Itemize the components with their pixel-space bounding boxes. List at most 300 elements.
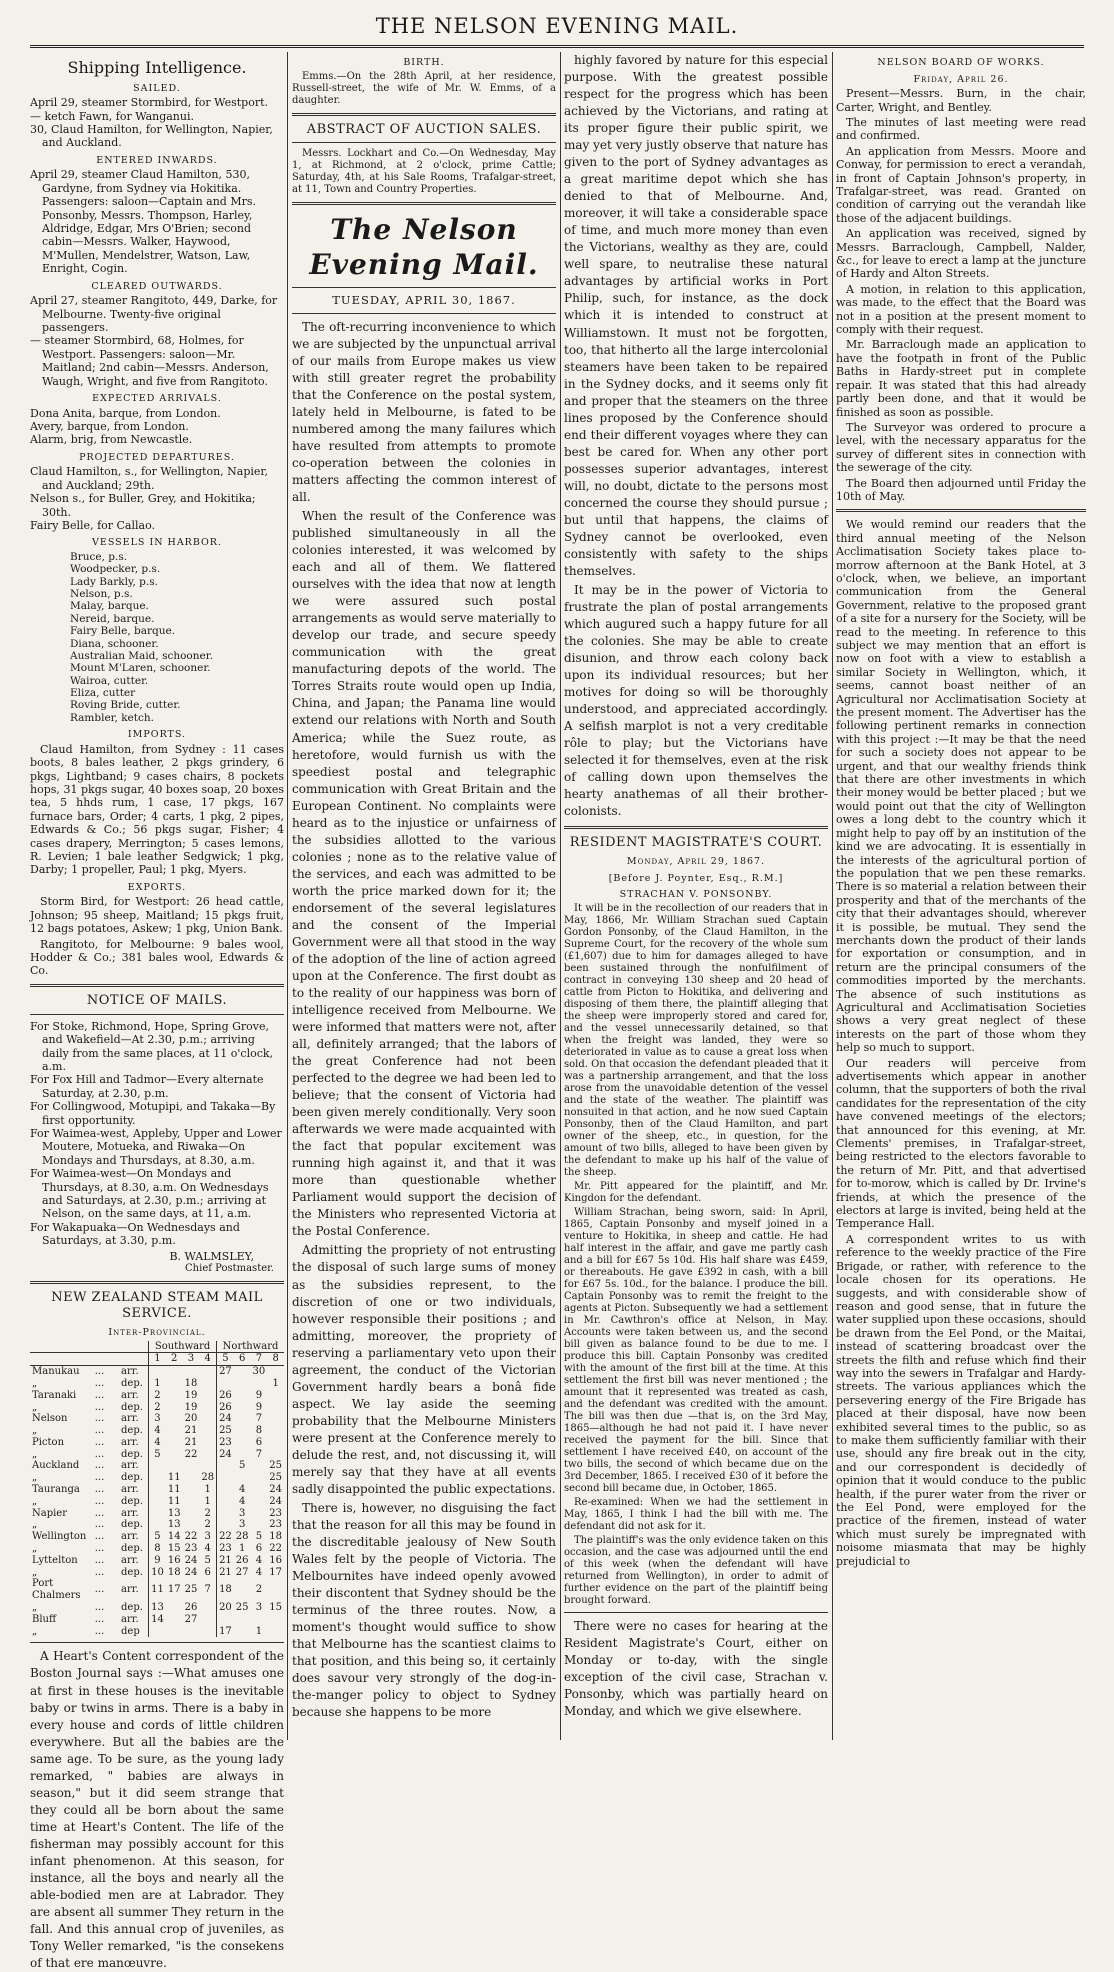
leader-dots: ... bbox=[94, 1460, 105, 1472]
mail-notice: For Stoke, Richmond, Hope, Spring Grove, and Wakefield—At 2.30, p.m.; arriving daily from the same places, at 11 o'clock, a.m. bbox=[30, 1019, 274, 1073]
column-number: 2 bbox=[166, 1353, 183, 1366]
local-note: A correspondent writes to us with reference to the weekly practice of the Fire Brigade, or rather, with reference to the locale chosen for its operations. He suggests, and with considerable show of reason and good sense, that in future the water supplied upon these occasions, should be drawn from the Eel Pond, or the Maitai, instead of scattering broadcast over the streets the filth and refuse which find their way into the sewers in Trafalgar and Hardy-streets. The various appliances which the persevering energy of the Fire Brigade has placed at their disposal, have now been exhibited several times to the public, so as to make them sufficiently familiar with their use, should any fire break out in the city, and our correspondent is decidedly of opinion that it would conduce to the public health, if the purer water from the river or the Eel Pond, were employed for the practice of the firemen, instead of water which must surely be impregnated with noisome miasmata that may be highly prejudicial to bbox=[836, 1232, 1086, 1568]
timetable-cell: 24 bbox=[184, 1554, 198, 1566]
vessel-item: Wairoa, cutter. bbox=[70, 674, 149, 687]
timetable-cell bbox=[199, 1437, 216, 1449]
timetable-cell bbox=[251, 1472, 268, 1484]
timetable-cell: 14 bbox=[167, 1531, 181, 1543]
leader-dots: ... bbox=[94, 1554, 105, 1566]
timetable-cell: 24 bbox=[269, 1495, 282, 1507]
timetable-row bbox=[30, 1425, 284, 1437]
local-notes bbox=[836, 518, 1086, 1568]
column-divider bbox=[832, 52, 833, 1740]
board-paragraph: Present—Messrs. Burn, in the chair, Carter, Wright, and Bentley. bbox=[836, 87, 1086, 114]
port-name: „ bbox=[32, 1602, 38, 1614]
arr-dep: arr. bbox=[121, 1436, 139, 1448]
timetable-cell bbox=[267, 1425, 284, 1437]
timetable-cell bbox=[199, 1390, 216, 1402]
timetable-cell: 27 bbox=[235, 1566, 249, 1578]
mail-notice: For Collingwood, Motupipi, and Takaka—By first opportunity. bbox=[30, 1100, 276, 1127]
timetable-cell: 23 bbox=[217, 1437, 234, 1449]
timetable-cell: 18 bbox=[269, 1531, 282, 1543]
timetable-cell: 21 bbox=[184, 1425, 198, 1437]
cleared-list bbox=[30, 294, 284, 388]
sailed-entry: 30, Claud Hamilton, for Wellington, Napier, and Auckland. bbox=[30, 122, 273, 150]
arr-dep: dep. bbox=[121, 1495, 143, 1507]
vessel-item: Lady Barkly, p.s. bbox=[70, 575, 158, 588]
arr-dep: arr. bbox=[121, 1584, 139, 1596]
timetable-cell bbox=[267, 1626, 284, 1638]
timetable-cell: 11 bbox=[167, 1472, 181, 1484]
timetable-cell bbox=[217, 1614, 234, 1626]
timetable-cell: 5 bbox=[149, 1449, 166, 1461]
projected-entry: Fairy Belle, for Callao. bbox=[30, 518, 156, 532]
port-name: „ bbox=[32, 1425, 38, 1437]
divider bbox=[292, 287, 556, 288]
arr-dep: dep. bbox=[121, 1401, 143, 1413]
timetable-row bbox=[30, 1413, 284, 1425]
expected-entry: Dona Anita, barque, from London. bbox=[30, 406, 221, 420]
timetable-cell: 15 bbox=[269, 1602, 282, 1614]
timetable-cell bbox=[217, 1508, 234, 1520]
timetable-cell bbox=[251, 1378, 268, 1390]
timetable-cell: 19 bbox=[184, 1389, 198, 1401]
timetable-cell bbox=[149, 1626, 166, 1638]
timetable-row bbox=[30, 1614, 284, 1626]
arr-dep: dep. bbox=[121, 1448, 143, 1460]
mail-notice: For Waimea-west—On Mondays and Thursdays, at 8.30, a.m. On Wednesdays and Saturdays, at 2.30, p.m.; arriving at Nelson, on the same days, at 11, a.m. bbox=[30, 1167, 269, 1221]
divider bbox=[836, 509, 1086, 512]
timetable-cell: 26 bbox=[217, 1390, 234, 1402]
port-name: Manukau bbox=[32, 1366, 80, 1378]
timetable-row bbox=[30, 1555, 284, 1567]
timetable-cell: 18 bbox=[217, 1578, 234, 1602]
timetable-row bbox=[30, 1602, 284, 1614]
timetable-cell bbox=[217, 1519, 234, 1531]
sailed-entry: April 29, steamer Stormbird, for Westport. bbox=[30, 96, 268, 110]
cleared-entry: April 27, steamer Rangitoto, 449, Darke, for Melbourne. Twenty-five original passengers. bbox=[30, 294, 278, 334]
timetable-cell bbox=[183, 1519, 200, 1531]
arr-dep: dep. bbox=[121, 1377, 143, 1389]
timetable-cell: 5 bbox=[255, 1531, 263, 1543]
vessel-item: Roving Bride, cutter. bbox=[70, 699, 181, 712]
port-name: „ bbox=[32, 1495, 38, 1507]
auction-title: ABSTRACT OF AUCTION SALES. bbox=[306, 121, 542, 137]
timetable-row bbox=[30, 1531, 284, 1543]
local-note: Our readers will perceive from advertisements which appear in another column, that the supporters of both the rival candidates for the representation of the city have convened meetings of the electors; that announced for this evening, at Mr. Clements' premises, in Trafalgar-street, being restricted to the electors favorable to the return of Mr. Pitt, and that advertised for to-morow, which is called by Dr. Irvine's friends, at which the presence of the electors at large is invited, being held at the Temperance Hall. bbox=[836, 1056, 1086, 1231]
arr-dep: arr. bbox=[121, 1460, 139, 1472]
timetable-cell bbox=[217, 1496, 234, 1508]
port-name: „ bbox=[32, 1401, 38, 1413]
timetable-row bbox=[30, 1578, 284, 1602]
column-2 bbox=[292, 52, 556, 1752]
timetable-cell: 3 bbox=[238, 1519, 246, 1531]
vessel-item: Malay, barque. bbox=[70, 600, 149, 613]
board-paragraph: A motion, in relation to this application, was made, to the effect that the Board was not in a position at the present moment to comply with their request. bbox=[836, 282, 1086, 337]
port-name: Napier bbox=[32, 1507, 68, 1519]
timetable-numbers bbox=[30, 1353, 284, 1366]
timetable-cell bbox=[267, 1437, 284, 1449]
timetable-cell: 17 bbox=[269, 1566, 282, 1578]
timetable-row bbox=[30, 1484, 284, 1496]
auction-text: Messrs. Lockhart and Co.—On Wednesday, May 1, at Richmond, at 2 o'clock, prime Cattle; Saturday, 4th, at his Sale Rooms, Trafalgar-street, at 11, Town and Country Properties. bbox=[292, 148, 556, 196]
dateline: TUESDAY, APRIL 30, 1867. bbox=[332, 292, 516, 307]
column-number: 7 bbox=[251, 1353, 268, 1366]
exports-heading: EXPORTS. bbox=[127, 881, 187, 893]
postmaster-title: Chief Postmaster. bbox=[185, 1263, 274, 1275]
timetable-cell bbox=[183, 1626, 200, 1638]
timetable-cell bbox=[199, 1626, 216, 1638]
timetable-cell: 2 bbox=[204, 1507, 211, 1519]
timetable-cell: 13 bbox=[167, 1507, 181, 1519]
leader-dots: ... bbox=[94, 1484, 105, 1496]
port-name: „ bbox=[32, 1448, 38, 1460]
vessel-item: Eliza, cutter bbox=[70, 687, 136, 700]
sailed-heading: SAILED. bbox=[133, 82, 181, 94]
timetable-cell bbox=[183, 1508, 200, 1520]
timetable-cell bbox=[183, 1472, 200, 1484]
leader-dots: ... bbox=[94, 1613, 105, 1625]
timetable-cell: 1 bbox=[149, 1378, 166, 1390]
vessel-item: Mount M'Laren, schooner. bbox=[70, 662, 211, 675]
board-report bbox=[836, 87, 1086, 503]
leader-dots: ... bbox=[94, 1472, 105, 1484]
postmaster-name: B. WALMSLEY, bbox=[169, 1249, 254, 1263]
timetable-cell bbox=[267, 1614, 284, 1626]
timetable-cell: 15 bbox=[167, 1543, 181, 1555]
timetable-cell bbox=[166, 1449, 183, 1461]
timetable-row bbox=[30, 1496, 284, 1508]
expected-list bbox=[30, 407, 284, 447]
timetable-cell bbox=[267, 1578, 284, 1602]
editorial-paragraph: It may be in the power of Victoria to frustrate the plan of postal arrangements which augured such a happy future for all the colonies. She may be able to create disunion, and throw each colony back upon its individual resources; but her motives for doing so will be thoroughly understood, and appreciated accordingly. A selfish marplot is not a very creditable rôle to play; but the Victorians have selected it for themselves, even at the risk of calling down upon themselves the hearty anathemas of all their brother-colonists. bbox=[564, 582, 828, 819]
timetable-cell: 2 bbox=[204, 1519, 211, 1531]
timetable-cell bbox=[166, 1402, 183, 1414]
arr-dep: dep. bbox=[121, 1425, 143, 1437]
exports-entry: Rangitoto, for Melbourne: 9 bales wool, Hodder & Co.; 381 bales wool, Edwards & Co. bbox=[30, 937, 284, 978]
port-name: Taranaki bbox=[32, 1389, 77, 1401]
divider bbox=[292, 202, 556, 205]
timetable-cell: 11 bbox=[167, 1484, 181, 1496]
leader-dots: ... bbox=[94, 1366, 105, 1378]
imports-heading: IMPORTS. bbox=[127, 729, 187, 741]
column-number: 1 bbox=[149, 1353, 166, 1366]
court-report bbox=[564, 903, 828, 1607]
board-paragraph: Mr. Barraclough made an application to have the footpath in front of the Public Baths in Hardy-street put in complete repair. It was stated that this had already partly been done, and that it would be finished as soon as possible. bbox=[836, 338, 1086, 419]
timetable-cell bbox=[234, 1413, 251, 1425]
divider bbox=[30, 1642, 284, 1643]
divider bbox=[30, 1281, 284, 1284]
timetable-cell: 10 bbox=[149, 1567, 166, 1579]
timetable bbox=[30, 1341, 284, 1638]
northward-header: Northward bbox=[217, 1341, 284, 1353]
timetable-cell: 1 bbox=[204, 1484, 211, 1496]
timetable-cell: 13 bbox=[149, 1602, 166, 1614]
leader-dots: ... bbox=[94, 1448, 105, 1460]
birth-heading: BIRTH. bbox=[403, 57, 445, 68]
leader-dots: ... bbox=[94, 1401, 105, 1413]
vessel-item: Rambler, ketch. bbox=[70, 711, 154, 724]
timetable-row bbox=[30, 1519, 284, 1531]
timetable-cell: 27 bbox=[184, 1613, 198, 1625]
timetable-cell: 26 bbox=[217, 1402, 234, 1414]
timetable-cell: 3 bbox=[255, 1602, 263, 1614]
southward-header: Southward bbox=[149, 1341, 217, 1353]
timetable-cell bbox=[166, 1413, 183, 1425]
projected-heading: PROJECTED DEPARTURES. bbox=[79, 451, 235, 463]
timetable-cell: 24 bbox=[217, 1449, 234, 1461]
editorial-paragraph: When the result of the Conference was published simultaneously in all the colonies interested, it was welcomed by each and all of them. We flattered ourselves with the idea that now at length we were assured such postal arrangements as would serve materially to develop our trade, and secure speedy communication with the great manufacturing depots of the world. The Torres Straits route would open up India, China, and Japan; the Panama line would extend our relations with North and South America; while the Suez route, as heretofore, would furnish us with the speediest postal and telegraphic communication with Great Britain and the European Continent. No complaints were heard as to the injustice or unfairness of the subsidies allotted to the various colonies ; none as to the relative value of the services, and each was admitted to be worth the price marked down for it; the endorsement of the several legislatures and the consent of the Imperial Government were all that stood in the way of the adoption of the line of action agreed upon at the Conference. The first doubt as to the reality of our happiness was born of intelligence received from Melbourne. We were informed that matters were not, after all, definitely arranged; that the labors of the great Conference had not been perfected to the degree we had been led to believe; that the consent of Victoria had been given merely conditionally. Very soon afterwards we were made acquainted with the fact that popular excitement was running high against it, and that it was more than questionable whether Parliament would support the decision of the Ministers who represented Victoria at the Postal Conference. bbox=[292, 509, 556, 1239]
column-1 bbox=[30, 52, 284, 1970]
timetable-row bbox=[30, 1390, 284, 1402]
timetable-cell: 23 bbox=[184, 1543, 198, 1555]
court-note: There were no cases for hearing at the Resident Magistrate's Court, either on Monday or to-day, with the single exception of the civil case, Strachan v. Ponsonby, which was partially heard on Monday, and which we give elsewhere. bbox=[564, 1619, 828, 1719]
timetable-cell: 20 bbox=[184, 1413, 198, 1425]
timetable-cell: 3 bbox=[149, 1413, 166, 1425]
timetable-cell: 21 bbox=[217, 1555, 234, 1567]
timetable-cell: 4 bbox=[255, 1554, 263, 1566]
timetable-cell: 6 bbox=[255, 1543, 263, 1555]
column-number: 3 bbox=[183, 1353, 200, 1366]
court-paragraph: It will be in the recollection of our readers that in May, 1866, Mr. William Strachan sued Captain Gordon Ponsonby, of the Claud Hamilton, in the Supreme Court, for the recovery of the whole sum (£1,607) due to him for damages alleged to have been sustained through the nonfulfilment of contract in conveying 130 sheep and 20 head of cattle from Picton to Hokitika, and delivering and disposing of them there, the plaintiff alleging that the sheep were improperly stored and cared for, and the vessel unnecessarily detained, so that when the freight was landed, they were so deteriorated in value as to cause a great loss when sold. On that occasion the defendant pleaded that it was a partnership arrangement, and that the loss arose from the unavoidable detention of the vessel and the state of the weather. The plaintiff was nonsuited in that action, and he now sued Captain Ponsonby, then of the Claud Hamilton, and part owner of the sheep, etc., in question, for the amount of two bills, alleged to have been given by the defendant to make up his half of the value of the sheep. bbox=[564, 903, 828, 1178]
timetable-cell: 30 bbox=[252, 1366, 266, 1378]
timetable-cell bbox=[234, 1614, 251, 1626]
port-name: Auckland bbox=[32, 1460, 80, 1472]
mails-title: NOTICE OF MAILS. bbox=[86, 992, 228, 1008]
expected-entry: Avery, barque, from London. bbox=[30, 419, 189, 433]
timetable-row bbox=[30, 1472, 284, 1484]
timetable-cell bbox=[149, 1484, 166, 1496]
heart-content-paragraph: A Heart's Content correspondent of the Boston Journal says :—What amuses one at first in these houses is the inevitable baby or twins in arms. There is a baby in every house and cords of little children everywhere. But all the babies are the same age. To be sure, as the young lady remarked, " babies are always in season," but it did seem strange that they could all be born about the same time at Heart's Content. The life of the fisherman may possibly account for this infant phenomenon. At this season, for instance, all the boys and nearly all the able-bodied men are at Labrador. They are absent all summer They return in the fall. And this annual crop of juveniles, as Tony Weller remarked, "is the consekens of that ere manœuvre. bbox=[30, 1649, 284, 1970]
timetable-cell: 24 bbox=[269, 1484, 282, 1496]
timetable-cell bbox=[217, 1460, 234, 1472]
court-case: STRACHAN V. PONSONBY. bbox=[619, 889, 773, 901]
timetable-cell: 17 bbox=[167, 1584, 181, 1596]
timetable-cell: 2 bbox=[255, 1584, 263, 1596]
timetable-cell: 4 bbox=[149, 1437, 166, 1449]
column-number: 4 bbox=[199, 1353, 216, 1366]
timetable-cell: 22 bbox=[184, 1531, 198, 1543]
board-paragraph: An application was received, signed by Messrs. Barraclough, Campbell, Nalder, &c., for leave to erect a lamp at the juncture of Hardy and Alton Streets. bbox=[836, 227, 1086, 281]
divider bbox=[292, 142, 556, 143]
court-before: [Before J. Poynter, Esq., R.M.] bbox=[608, 872, 784, 884]
timetable-cell: 23 bbox=[269, 1507, 282, 1519]
timetable-cell: 7 bbox=[204, 1584, 211, 1596]
harbor-list bbox=[30, 551, 284, 724]
timetable-row bbox=[30, 1567, 284, 1579]
entered-list bbox=[30, 168, 284, 275]
court-paragraph: William Strachan, being sworn, said: In April, 1865, Captain Ponsonby and myself joined in a venture to Hokitika, in sheep and cattle. He had half interest in the affair, and gave me partly cash and a bill for £67 5s 10d. His half share was £459, or thereabouts. He gave £392 in cash, with a bill for £67 5s. 10d., for the balance. I produce the bill. Captain Ponsonby was to remit the freight to the agents at Picton. Subsequently we had a settlement in Mr. Cawthron's office at Nelson, in May. Accounts were taken between us, and the second bill given as balance found to be due to me. I produce this bill. Captain Ponsonby was credited with the amount of the first bill at the time. At this settlement the first bill was never mentioned ; the amount that it represented was treated as cash, and the defendant was credited with the amount. The bill was then due —that is, on the 3rd May, 1865—although he had not paid it. I have never received the payment for the bill. Since that settlement I have received £40, on account of the two bills, the second of which became due on the 3rd December, 1865. I received £30 of it before the second bill became due, in October, 1865. bbox=[564, 1207, 828, 1494]
timetable-cell bbox=[234, 1437, 251, 1449]
timetable-cell: 18 bbox=[167, 1566, 181, 1578]
column-divider bbox=[287, 52, 288, 1740]
timetable-cell bbox=[166, 1626, 183, 1638]
timetable-cell: 8 bbox=[149, 1543, 166, 1555]
timetable-cell bbox=[149, 1460, 166, 1472]
exports-entry: Storm Bird, for Westport: 26 head cattle, Johnson; 95 sheep, Maitland; 15 pkgs fruit, 12 bags potatoes, Askew; 1 pkg, Union Bank. bbox=[30, 895, 284, 936]
vessel-item: Fairy Belle, barque. bbox=[70, 625, 176, 638]
expected-entry: Alarm, brig, from Newcastle. bbox=[30, 433, 193, 447]
timetable-cell bbox=[234, 1366, 251, 1378]
arr-dep: arr. bbox=[121, 1366, 139, 1378]
vessel-item: Bruce, p.s. bbox=[70, 550, 128, 563]
leader-dots: ... bbox=[94, 1566, 105, 1578]
editorial bbox=[292, 319, 556, 1722]
timetable-cell: 21 bbox=[217, 1567, 234, 1579]
leader-dots: ... bbox=[94, 1531, 105, 1543]
timetable-cell bbox=[149, 1519, 166, 1531]
divider bbox=[292, 313, 556, 314]
timetable-cell: 25 bbox=[269, 1472, 282, 1484]
timetable-cell bbox=[183, 1366, 200, 1378]
timetable-cell bbox=[199, 1460, 216, 1472]
arr-dep: arr. bbox=[121, 1531, 139, 1543]
timetable-cell bbox=[234, 1578, 251, 1602]
court-paragraph: Mr. Pitt appeared for the plaintiff, and Mr. Kingdon for the defendant. bbox=[564, 1181, 828, 1204]
arr-dep: dep. bbox=[121, 1543, 143, 1555]
timetable-cell: 19 bbox=[184, 1401, 198, 1413]
timetable-cell: 1 bbox=[272, 1377, 279, 1389]
column-number: 5 bbox=[217, 1353, 234, 1366]
timetable-cell: 28 bbox=[201, 1472, 215, 1484]
masthead-title: THE NELSON EVENING MAIL. bbox=[375, 14, 739, 38]
timetable-cell bbox=[234, 1449, 251, 1461]
projected-entry: Claud Hamilton, s., for Wellington, Napier, and Auckland; 29th. bbox=[30, 465, 268, 492]
timetable-cell bbox=[267, 1390, 284, 1402]
vessel-item: Woodpecker, p.s. bbox=[70, 563, 161, 576]
timetable-cell bbox=[166, 1437, 183, 1449]
sailed-entry: — ketch Fawn, for Wanganui. bbox=[30, 109, 194, 123]
court-paragraph: The plaintiff's was the only evidence taken on this occasion, and the case was adjourned until the end of this week (when the defendant will have returned from Wellington), in order to admit of further evidence on the part of the plaintiff being brought forward. bbox=[564, 1535, 828, 1606]
editorial-paragraph: Admitting the propriety of not entrusting the disposal of such large sums of money as the subsidies represent, to the discretion of one or two individuals, however responsible their positions ; and admitting, moreover, the propriety of reserving a parliamentary veto upon their agreement, the conduct of the Victorian Government hardly bears a bonâ fide aspect. We lay aside the seeming probability that the Melbourne Ministers were present at the Conference merely to delude the rest, and, not discussing it, will merely say that they have at all events sadly disappointed the public expectations. bbox=[292, 1243, 556, 1496]
timetable-cell: 3 bbox=[238, 1507, 246, 1519]
timetable-cell: 26 bbox=[235, 1554, 249, 1566]
port-name: Wellington bbox=[32, 1531, 87, 1543]
editorial-continued bbox=[564, 52, 828, 820]
board-title: NELSON BOARD OF WORKS. bbox=[877, 57, 1045, 68]
court-paragraph: Re-examined: When we had the settlement in May, 1865, I think I had the bill with me. The defendant did not ask for it. bbox=[564, 1497, 828, 1532]
cleared-entry: — steamer Stormbird, 68, Holmes, for Westport. Passengers: saloon—Mr. Maitland; 2nd cabin—Messrs. Anderson, Waugh, Wright, and five from Rangitoto. bbox=[30, 334, 269, 388]
timetable-cell: 25 bbox=[235, 1602, 249, 1614]
port-name: „ bbox=[32, 1566, 38, 1578]
port-name: Bluff bbox=[32, 1613, 57, 1625]
leader-dots: ... bbox=[94, 1436, 105, 1448]
timetable-cell bbox=[234, 1390, 251, 1402]
timetable-cell bbox=[217, 1378, 234, 1390]
leader-dots: ... bbox=[94, 1425, 105, 1437]
timetable-cell: 11 bbox=[149, 1578, 166, 1602]
timetable-cell bbox=[199, 1425, 216, 1437]
timetable-cell bbox=[183, 1496, 200, 1508]
timetable-cell: 9 bbox=[149, 1555, 166, 1567]
divider bbox=[292, 113, 556, 116]
court-date: Monday, April 29, 1867. bbox=[626, 856, 766, 868]
leader-dots: ... bbox=[94, 1413, 105, 1425]
column-3 bbox=[564, 52, 828, 1752]
exports-list bbox=[30, 895, 284, 977]
timetable-cell bbox=[199, 1413, 216, 1425]
projected-list bbox=[30, 465, 284, 532]
timetable-cell bbox=[199, 1378, 216, 1390]
timetable-cell bbox=[149, 1472, 166, 1484]
steam-subtitle: Inter-Provincial. bbox=[108, 1326, 206, 1338]
port-name: „ bbox=[32, 1472, 38, 1484]
timetable-row bbox=[30, 1402, 284, 1414]
timetable-cell bbox=[251, 1484, 268, 1496]
timetable-cell bbox=[251, 1460, 268, 1472]
timetable-cell: 23 bbox=[269, 1519, 282, 1531]
timetable-cell: 16 bbox=[167, 1554, 181, 1566]
leader-dots: ... bbox=[94, 1377, 105, 1389]
nameplate: The Nelson Evening Mail. bbox=[309, 213, 539, 281]
timetable-row bbox=[30, 1626, 284, 1638]
timetable-cell: 5 bbox=[238, 1460, 246, 1472]
timetable-cell: 1 bbox=[255, 1625, 263, 1637]
vessel-item: Australian Maid, schooner. bbox=[70, 649, 213, 662]
timetable-row bbox=[30, 1437, 284, 1449]
timetable-cell: 25 bbox=[269, 1460, 282, 1472]
vessel-item: Nelson, p.s. bbox=[70, 588, 133, 601]
timetable-cell bbox=[267, 1449, 284, 1461]
mails-list bbox=[30, 1020, 284, 1248]
timetable-cell: 2 bbox=[149, 1402, 166, 1414]
timetable-cell: 20 bbox=[217, 1602, 234, 1614]
timetable-cell: 21 bbox=[184, 1436, 198, 1448]
timetable-cell bbox=[166, 1602, 183, 1614]
timetable-cell bbox=[234, 1378, 251, 1390]
vessel-item: Diana, schooner. bbox=[70, 637, 159, 650]
local-note: We would remind our readers that the third annual meeting of the Nelson Acclimatisation Society takes place to-morrow afternoon at the Bank Hotel, at 3 o'clock, when, we believe, an important communication from the General Government, relative to the proposed grant of a site for a nursery for the Society, will be read to the meeting. In reference to this subject we may mention that an effort is now on foot with a view to establish a similar Society in Wellington, which, it seems, cannot boast neither of an Agricultural nor Acclimatisation Society at the present moment. The Advertiser has the following pertinent remarks in connection with this project :—It may be that the need for such a society does not appear to be urgent, and that our wealthy friends think that there are other investments in which their money would be better placed ; but we would point out that the city of Wellington owes a long debt to the country which it might help to pay off by an institution of the kind we are advocating. It is essentially in the interests of the agricultural portion of the population that we pen these remarks. There is so material a relation between their prosperity and that of the merchants of the city that their advantages should, wherever it is possible, be mutual. They send the merchants down the product of their lands for exportation or consumption, and in return are the principal consumers of the commodities imported by the merchants. The absence of such institutions as Agricultural and Acclimatisation Societies shows a very great neglect of these interests on the part of those whom they help so much to support. bbox=[836, 518, 1086, 1055]
timetable-cell bbox=[217, 1484, 234, 1496]
timetable-cell: 9 bbox=[255, 1401, 263, 1413]
port-name: „ bbox=[32, 1377, 38, 1389]
timetable-cell bbox=[267, 1413, 284, 1425]
projected-entry: Nelson s., for Buller, Grey, and Hokitika; 30th. bbox=[30, 492, 256, 519]
timetable-header bbox=[30, 1341, 284, 1353]
timetable-cell bbox=[251, 1508, 268, 1520]
timetable-cell bbox=[199, 1366, 216, 1378]
timetable-cell: 8 bbox=[255, 1425, 263, 1437]
divider bbox=[564, 826, 828, 829]
port-name: Tauranga bbox=[32, 1484, 80, 1496]
arr-dep: arr. bbox=[121, 1484, 139, 1496]
divider bbox=[30, 1014, 284, 1015]
timetable-cell bbox=[234, 1425, 251, 1437]
arr-dep: dep. bbox=[121, 1519, 143, 1531]
timetable-cell: 23 bbox=[217, 1543, 234, 1555]
arr-dep: dep. bbox=[121, 1602, 143, 1614]
timetable-cell bbox=[166, 1460, 183, 1472]
timetable-cell bbox=[251, 1614, 268, 1626]
timetable-cell: 7 bbox=[255, 1413, 263, 1425]
timetable-cell: 6 bbox=[204, 1566, 211, 1578]
timetable-cell bbox=[234, 1626, 251, 1638]
column-divider bbox=[560, 52, 561, 1740]
timetable-cell bbox=[183, 1460, 200, 1472]
timetable-cell bbox=[251, 1496, 268, 1508]
timetable-cell bbox=[183, 1484, 200, 1496]
timetable-row bbox=[30, 1508, 284, 1520]
port-name: „ bbox=[32, 1519, 38, 1531]
arr-dep: arr. bbox=[121, 1507, 139, 1519]
timetable-cell: 9 bbox=[255, 1389, 263, 1401]
leader-dots: ... bbox=[94, 1584, 105, 1596]
timetable-cell: 11 bbox=[167, 1495, 181, 1507]
editorial-paragraph: The oft-recurring inconvenience to which we are subjected by the unpunctual arrival of our mails from Europe makes us view with still greater regret the probability that the Conference on the postal system, lately held in Melbourne, is fated to be numbered among the many failures which have resulted from attempts to promote co-operation between the colonies in matters affecting the common interest of all. bbox=[292, 319, 556, 505]
timetable-cell: 27 bbox=[217, 1366, 234, 1378]
timetable-cell bbox=[166, 1390, 183, 1402]
timetable-cell: 4 bbox=[204, 1543, 211, 1555]
